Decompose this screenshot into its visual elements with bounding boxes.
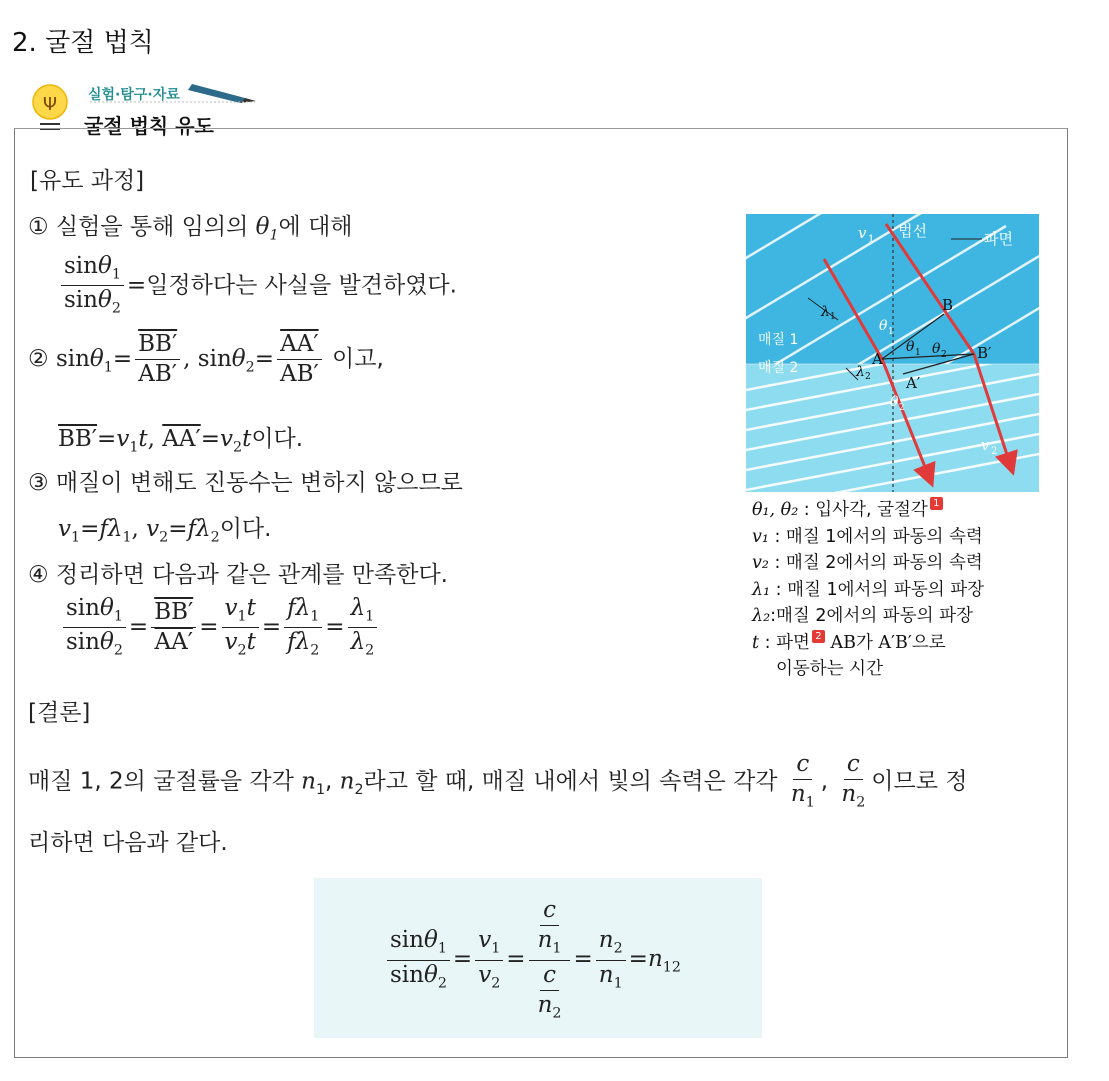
medium-1-label: 매질 1 — [758, 332, 799, 348]
section-title: 2. 굴절 법칙 — [12, 28, 154, 58]
note-1-icon: 1 — [930, 497, 943, 510]
medium-2-label: 매질 2 — [758, 360, 799, 376]
legend-item: θ₁, θ₂ : 입사각, 굴절각 1 — [752, 497, 984, 524]
svg-text:2: 2 — [941, 350, 947, 360]
svg-text:θ: θ — [890, 394, 899, 410]
refraction-diagram — [746, 214, 1039, 492]
svg-text:Ψ: Ψ — [42, 94, 58, 115]
svg-text:λ: λ — [821, 304, 830, 320]
svg-text:θ: θ — [906, 339, 915, 355]
final-equation: $\frac{\sin\theta_1}{\sin\theta_2}$ = $\frac{v_1}{v_2}$ = $\frac{\frac{c}{n_1}}{\frac{c}{n_2}}$ = $\frac{n_2}{n_1}$ $=n_{12}$ — [384, 898, 681, 1022]
svg-text:A′: A′ — [906, 374, 921, 392]
svg-text:1: 1 — [830, 312, 836, 322]
svg-text:v: v — [981, 436, 990, 454]
svg-text:2: 2 — [899, 403, 905, 413]
legend-item: v₂ : 매질 2에서의 파동의 속력 — [752, 553, 983, 573]
svg-text:2: 2 — [991, 446, 998, 457]
step-3: ③ 매질이 변해도 진동수는 변하지 않으므로 — [28, 470, 463, 496]
badge-title: 굴절 법칙 유도 — [84, 114, 214, 138]
conclusion-line-2: 리하면 다음과 같다. — [28, 830, 228, 856]
legend-item: λ₂:매질 2에서의 파동의 파장 — [752, 606, 973, 626]
step-4-equation: $\frac{\sin\theta_1}{\sin\theta_2}$ = $\frac{BB'}{AA'}$ = $\frac{v_1t}{v_2t}$ = $\frac{f\lambda_1}{f\lambda_2}$ = $\frac{\lambda_1}{\lambda_2}$ — [60, 596, 380, 660]
step-1: ① 실험을 통해 임의의 $\theta_1$에 대해 — [28, 214, 353, 244]
wavefront-label: 파면 — [984, 230, 1013, 248]
legend-item: v₁ : 매질 1에서의 파동의 속력 — [752, 526, 983, 547]
svg-text:θ: θ — [932, 341, 941, 357]
svg-text:B′: B′ — [977, 344, 992, 362]
legend-item: 이동하는 시간 — [776, 659, 883, 679]
svg-text:2: 2 — [865, 372, 871, 382]
conclusion-heading: [결론] — [28, 700, 91, 726]
step-3-relations: $v_1=f\lambda_1$, $v_2=f\lambda_2$이다. — [58, 516, 272, 546]
legend-item: t : 파면 2 AB가 A′B′으로 — [752, 630, 946, 653]
step-2-lengths: $BB'=v_1t$, $AA'=v_2t$이다. — [58, 426, 304, 456]
note-2-icon: 2 — [812, 630, 825, 643]
normal-label: 법선 — [898, 222, 927, 240]
derivation-heading: [유도 과정] — [30, 168, 145, 194]
svg-text:θ: θ — [879, 318, 888, 334]
svg-text:1: 1 — [868, 234, 875, 245]
svg-text:A: A — [872, 350, 883, 368]
conclusion-line-1: 매질 1, 2의 굴절률을 각각 $n_1$, $n_2$라고 할 때, 매질 내에서 빛의 속력은 각각 $\frac{c}{n_1}$ , $\frac{c}{n_2}$ 이므로 정 — [28, 751, 968, 811]
badge-subtitle: 실험·탐구·자료 — [88, 87, 180, 103]
legend-item: λ₁ : 매질 1에서의 파동의 파장 — [752, 579, 985, 600]
step-2: ② sinθ$_1$= $\frac{BB'}{AB'}$ , sinθ$_2$= $\frac{AA'}{AB'}$ 이고, — [28, 331, 384, 388]
svg-text:λ: λ — [856, 364, 865, 380]
svg-text:1: 1 — [888, 327, 894, 337]
step-4: ④ 정리하면 다음과 같은 관계를 만족한다. — [28, 562, 448, 588]
svg-text:B: B — [942, 296, 954, 314]
svg-text:1: 1 — [915, 348, 921, 358]
step-1-equation: $\frac{\sin\theta_1}{\sin\theta_2}$ =일정하다는 사실을 발견하였다. — [58, 254, 457, 318]
svg-text:v: v — [858, 224, 867, 242]
diagram-legend — [752, 497, 984, 683]
